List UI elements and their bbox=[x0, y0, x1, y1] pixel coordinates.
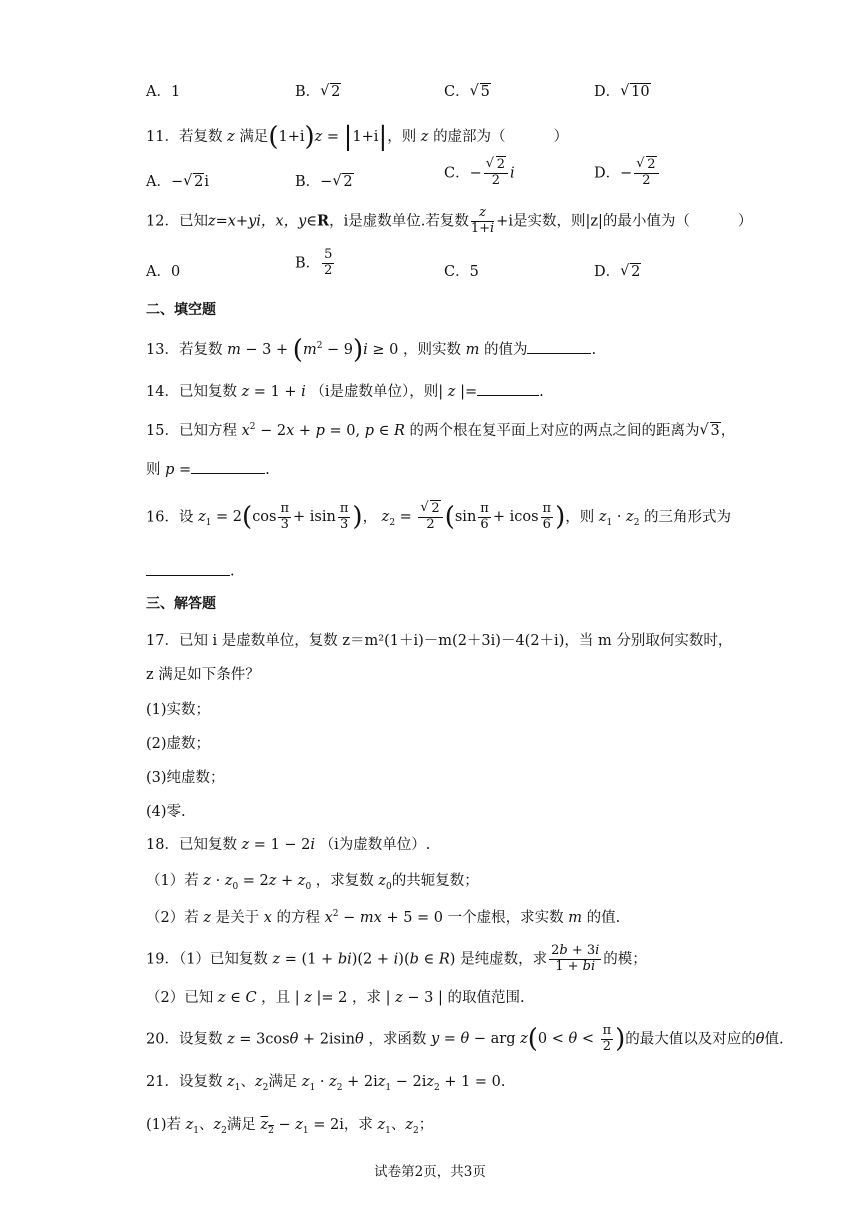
page-footer: 试卷第2页，共3页 bbox=[374, 1164, 486, 1180]
question-text: ， bbox=[362, 509, 378, 526]
question-text: ； bbox=[418, 1117, 434, 1133]
section-heading-fill-blank: 二、填空题 bbox=[146, 302, 216, 318]
question-11: 11．若复数 z 满足(1+i)z = |1+i|，则 z 的虚部为（ ） bbox=[146, 122, 569, 152]
question-text: ，求函数 bbox=[368, 1031, 427, 1048]
sqrt-expression: √ 2 bbox=[332, 174, 353, 190]
question-text: ，求 bbox=[343, 1117, 373, 1133]
question-number: 16． bbox=[146, 509, 179, 526]
option-value: 10 bbox=[631, 84, 650, 100]
question-21: 21．设复数 $z_1$、$z_2$满足 $z_1 \cdot z_2 + 2iz_1 - 2iz_2 + 1 = 0$. bbox=[146, 1074, 506, 1093]
option-label: B． bbox=[295, 84, 321, 100]
question-text: 的共轭复数； bbox=[391, 873, 479, 889]
question-text: ，则 bbox=[565, 509, 595, 526]
question-18-part-2: （2）若 z 是关于 x 的方程 $x^2$ − mx + 5 = 0 一个虚根，求实数 m 的值. bbox=[146, 909, 621, 926]
option-text: C．5 bbox=[444, 264, 479, 280]
question-text: （2）已知 bbox=[146, 990, 214, 1006]
question-text: 的三角形式为 bbox=[644, 509, 732, 526]
question-text: z=x+yi，x，y∈ bbox=[207, 213, 318, 230]
question-text: 已知 bbox=[178, 213, 208, 230]
math-expression: | z |= 2 bbox=[290, 990, 352, 1006]
question-text: 设复数 bbox=[178, 1074, 223, 1090]
math-expression: z = 1 + i bbox=[241, 384, 306, 400]
sqrt-expression: √ 2 bbox=[183, 174, 204, 190]
question-text: 则 bbox=[146, 462, 161, 478]
question-text: （1）已知复数 bbox=[178, 951, 268, 968]
question-text: |= bbox=[460, 384, 478, 400]
fraction: $\frac{2b + 3i}{1 + bi}$ bbox=[551, 943, 600, 974]
q10-option-a bbox=[146, 80, 180, 101]
question-text: 的取值范围. bbox=[447, 990, 525, 1006]
option-label: A． bbox=[146, 174, 171, 190]
fraction: √ $\frac{2}{2}$ bbox=[634, 158, 658, 189]
q10-option-c bbox=[444, 80, 491, 101]
question-17-part-1: (1)实数； bbox=[146, 702, 211, 718]
question-text: 的模； bbox=[603, 951, 647, 968]
question-text: 的最大值以及对应的 bbox=[625, 1031, 756, 1048]
question-number: 21． bbox=[146, 1074, 179, 1090]
question-text: 已知复数 bbox=[178, 384, 237, 400]
question-15-continued: 则 p = . bbox=[146, 458, 760, 479]
question-17-part-4: (4)零. bbox=[146, 804, 186, 820]
question-text: 满足 bbox=[226, 1117, 256, 1133]
question-text: 若复数 bbox=[178, 342, 223, 358]
question-text: = bbox=[179, 462, 192, 478]
sqrt-expression bbox=[470, 84, 491, 100]
question-text: 已知方程 bbox=[178, 423, 237, 439]
question-text: ， bbox=[720, 423, 736, 439]
question-17-part-2: (2)虚数； bbox=[146, 736, 211, 752]
option-label: D． bbox=[594, 264, 621, 280]
math-expression: | z − 3 | bbox=[381, 990, 448, 1006]
question-number: 19． bbox=[146, 951, 179, 968]
question-text: ，则实数 bbox=[403, 342, 462, 358]
answer-blank[interactable] bbox=[146, 560, 230, 576]
question-text: ，求复数 bbox=[315, 873, 374, 889]
q12-option-c bbox=[444, 260, 479, 281]
q10-option-d bbox=[594, 80, 651, 101]
q11-option-c: C．− √ $\frac{2}{2}$ i bbox=[444, 158, 515, 189]
question-18 bbox=[146, 833, 760, 854]
option-value: 5 bbox=[480, 84, 490, 100]
question-text: ，i是虚数单位.若复数 bbox=[329, 213, 469, 230]
question-text: 一个虚根，求实数 bbox=[447, 910, 564, 926]
question-text: 、 bbox=[199, 1117, 214, 1133]
question-15 bbox=[146, 419, 760, 440]
q11-option-a: A．−√ 2i bbox=[146, 170, 209, 191]
answer-blank[interactable] bbox=[477, 381, 539, 397]
question-text: ，且 bbox=[261, 990, 291, 1006]
option-label: B． bbox=[295, 255, 321, 272]
question-number: 12． bbox=[146, 213, 179, 230]
question-12 bbox=[146, 206, 760, 237]
question-text: R bbox=[317, 212, 330, 230]
sqrt-expression: √ 3 bbox=[700, 423, 721, 439]
math-expression: $m - 3 + (m^2 - 9)i \ge 0$ bbox=[227, 335, 404, 365]
question-19 bbox=[146, 944, 760, 975]
question-21-part-1: (1)若 $z_1$、$z_2$满足 $z_2 - z_1 = 2i$，求 $z_1$、$z_2$； bbox=[146, 1117, 434, 1136]
question-text: . bbox=[539, 384, 544, 400]
question-number: 20． bbox=[146, 1031, 179, 1048]
option-label: B． bbox=[295, 174, 321, 190]
fraction: √ $\frac{2}{2}$ bbox=[484, 158, 508, 189]
math-expression: y = θ − arg z(0 < θ < $\frac{\pi}{2}$ ) bbox=[430, 1023, 626, 1055]
math-expression: $x^2 - 2x + p = 0$, p ∈ R bbox=[241, 422, 405, 439]
sqrt-expression bbox=[320, 84, 341, 100]
answer-blank[interactable] bbox=[191, 459, 265, 475]
option-text: A．0 bbox=[146, 264, 181, 280]
question-text: 设 bbox=[178, 509, 194, 526]
question-text: 的虚部为（ bbox=[433, 129, 506, 145]
question-text: (1)若 bbox=[146, 1117, 182, 1133]
question-number: 13． bbox=[146, 342, 179, 358]
question-13: 13．若复数 $m - 3 + (m^2 - 9)i \ge 0$ ，则实数 m 的值为 . bbox=[146, 335, 597, 365]
option-text: A．1 bbox=[146, 84, 181, 100]
q12-option-a bbox=[146, 260, 180, 281]
question-18-part-1: （1）若 $z \cdot z_0 = 2z + z_0$ ，求复数 $z_0$的共轭复数； bbox=[146, 873, 479, 892]
question-number: 15． bbox=[146, 423, 179, 439]
question-19-part-2 bbox=[146, 986, 760, 1007]
question-text: 的两个根在复平面上对应的两点之间的距离为 bbox=[409, 423, 700, 439]
question-number: 14． bbox=[146, 384, 179, 400]
option-value: 2 bbox=[331, 84, 341, 100]
question-text: 的值为 bbox=[483, 342, 528, 358]
question-text: 设复数 bbox=[178, 1031, 223, 1048]
math-expression: (1+i)z = |1+i| bbox=[268, 122, 388, 152]
math-expression: $z_1 = 2(\cos$ $\frac{\pi}{3}$ + isin $\frac{\pi}{3}$ ) bbox=[198, 501, 363, 533]
question-text: （i是虚数单位），则| bbox=[310, 384, 444, 400]
question-text: 已知复数 bbox=[178, 837, 237, 853]
sqrt-expression: √ 2 bbox=[620, 264, 641, 280]
question-text: （1）若 bbox=[146, 873, 199, 889]
fraction: $\frac{z}{1+i}$ bbox=[470, 205, 495, 236]
question-text: 若复数 bbox=[178, 129, 223, 145]
question-20: 20．设复数 z = 3cosθ + 2isinθ ，求函数 y = θ − arg z(0 < θ < $\frac{\pi}{2}$ )的最大值以及对应的θ值. bbox=[146, 1023, 784, 1055]
option-label: C． bbox=[444, 84, 470, 100]
section-heading-solve: 三、解答题 bbox=[146, 596, 216, 612]
question-17-part-3: (3)纯虚数； bbox=[146, 770, 225, 786]
math-expression: $z_2$ = √ $\frac{2}{2}$ (sin $\frac{\pi}{6}$ + icos $\frac{\pi}{6}$ ) bbox=[377, 509, 565, 525]
question-text: ） bbox=[737, 213, 753, 230]
math-expression: $z_2 - z_1 = 2i$ bbox=[260, 1117, 344, 1136]
question-16-continued bbox=[146, 560, 760, 580]
option-label: D． bbox=[594, 84, 621, 100]
q11-option-b: B．−√ 2 bbox=[295, 170, 354, 191]
question-text: （2）若 bbox=[146, 910, 199, 926]
math-expression: $z_1 \cdot z_2$ bbox=[598, 509, 640, 529]
question-text: 值. bbox=[764, 1031, 784, 1048]
question-text: . bbox=[265, 462, 270, 478]
q11-option-d: D．− √ $\frac{2}{2}$ bbox=[594, 158, 661, 189]
math-expression: $z_1 \cdot z_2 + 2iz_1 - 2iz_2 + 1 = 0$ bbox=[301, 1074, 501, 1093]
question-text: . bbox=[500, 1074, 506, 1090]
math-expression: $x^2$ − mx + 5 = 0 bbox=[324, 909, 448, 926]
question-16 bbox=[146, 502, 760, 533]
question-17-line-1: 17．已知 i 是虚数单位，复数 z＝m²(1＋i)－m(2＋3i)－4(2＋i)，当 m 分别取何实数时， bbox=[146, 633, 733, 649]
question-text: 、 bbox=[390, 1117, 406, 1133]
math-expression: z = 1 − 2i bbox=[241, 837, 316, 853]
sqrt-expression bbox=[620, 84, 650, 100]
question-text: 满足 bbox=[268, 1074, 298, 1090]
question-text: 、 bbox=[240, 1074, 255, 1090]
fraction: $\frac{5}{2}$ bbox=[324, 247, 333, 278]
math-expression: z ∈ C bbox=[217, 990, 257, 1006]
option-label: D． bbox=[594, 165, 621, 182]
question-14: 14．已知复数 z = 1 + i （i是虚数单位），则| z |= . bbox=[146, 380, 760, 401]
question-text: ，求 bbox=[352, 990, 381, 1006]
math-expression: $z \cdot z_0 = 2z + z_0$ bbox=[203, 873, 312, 892]
question-17-line-2: z 满足如下条件？ bbox=[146, 667, 260, 683]
question-text: 满足 bbox=[239, 129, 269, 145]
question-number: 11． bbox=[146, 129, 179, 145]
answer-blank[interactable] bbox=[527, 339, 591, 355]
option-label: C． bbox=[444, 165, 470, 182]
question-number: 18． bbox=[146, 837, 179, 853]
question-text: +i是实数，则|z|的最小值为（ bbox=[496, 213, 690, 230]
question-text: ） bbox=[553, 129, 569, 145]
q12-option-d bbox=[594, 260, 641, 281]
question-text: （i为虚数单位）. bbox=[319, 837, 431, 853]
question-text: 是纯虚数，求 bbox=[460, 951, 548, 968]
question-text: 的值. bbox=[586, 910, 621, 926]
question-text: ，则 bbox=[387, 129, 417, 145]
math-expression: z = (1 + bi)(2 + i)(b ∈ R) bbox=[272, 951, 461, 968]
question-text: . bbox=[591, 342, 597, 358]
question-text: . bbox=[230, 563, 235, 580]
q12-option-b bbox=[295, 248, 336, 279]
question-text: 的方程 bbox=[276, 910, 320, 926]
q10-option-b bbox=[295, 80, 341, 101]
math-expression: z = 3cosθ + 2isinθ bbox=[227, 1031, 364, 1048]
question-text: 是关于 bbox=[215, 910, 260, 926]
